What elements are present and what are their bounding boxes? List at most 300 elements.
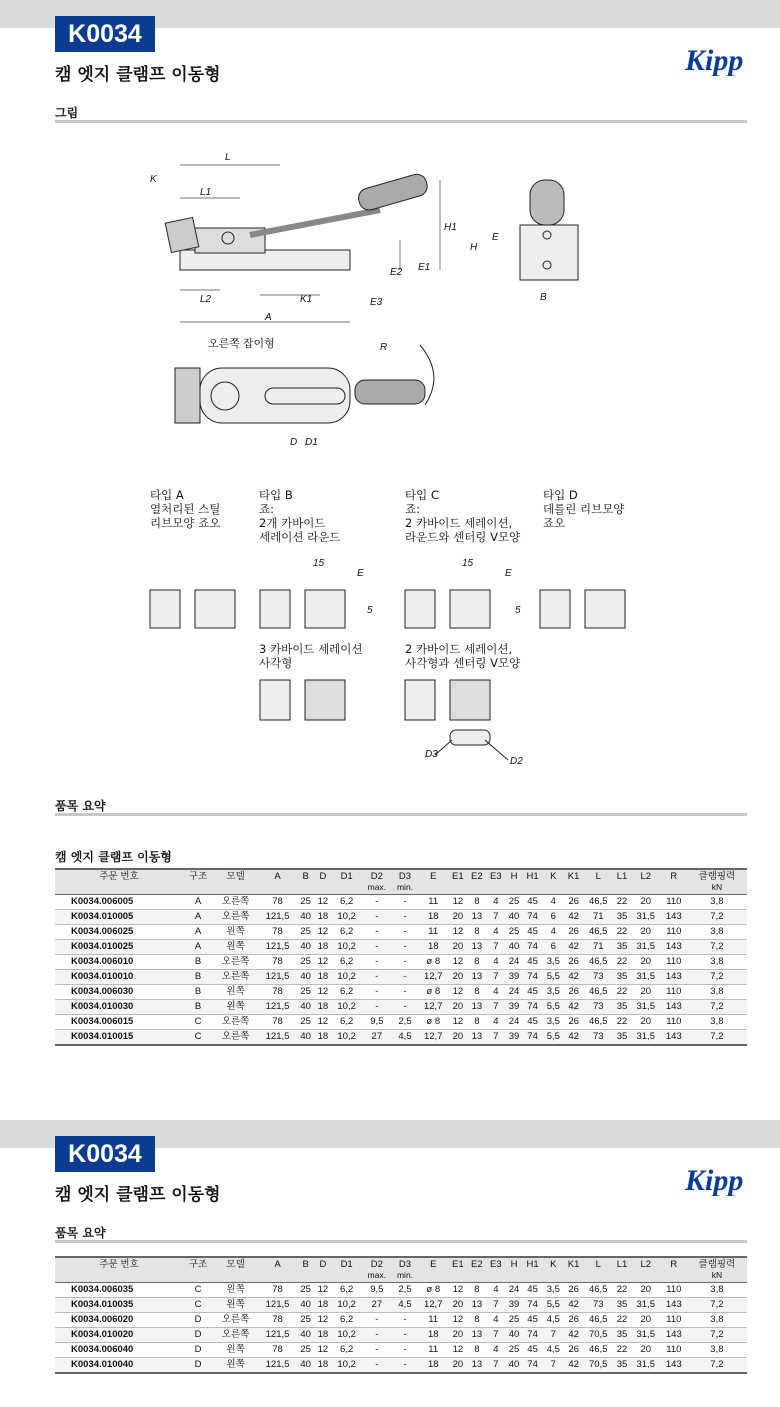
table-cell: 78 (258, 1313, 297, 1328)
dim-e-b: E (357, 568, 364, 579)
table-cell: 13 (467, 910, 486, 925)
table-cell: 6 (543, 940, 565, 955)
table-cell: - (392, 940, 418, 955)
table-cell: 18 (314, 1030, 331, 1046)
table-cell: 4 (486, 1283, 505, 1298)
table-cell: 121,5 (258, 1358, 297, 1374)
column-header: D2 max. (362, 869, 392, 895)
column-header: D (314, 869, 331, 895)
jaw-3-carbide (260, 680, 345, 720)
table-cell: C (183, 1015, 213, 1030)
table-cell: 12 (448, 1015, 467, 1030)
column-header: 주문 번호 (55, 1257, 183, 1283)
column-header: 주문 번호 (55, 869, 183, 895)
table-cell: 31,5 (631, 940, 661, 955)
order-number-cell: K0034.006015 (55, 1015, 183, 1030)
table-cell: 45 (523, 1283, 543, 1298)
table-cell: 143 (661, 970, 687, 985)
table-cell: - (392, 955, 418, 970)
table-cell: C (183, 1298, 213, 1313)
column-header: L1 (613, 1257, 630, 1283)
table-cell: 46,5 (583, 1283, 613, 1298)
dim-d2: D2 (510, 756, 523, 767)
type-b-label: 타입 B 죠: 2개 카바이드 세레이션 라운드 (259, 488, 341, 544)
table-cell: 39 (505, 970, 522, 985)
table-cell: - (362, 955, 392, 970)
table-cell: 45 (523, 925, 543, 940)
table-row (55, 940, 747, 955)
table-cell: 8 (467, 955, 486, 970)
table-cell: 74 (523, 1030, 543, 1046)
table-cell: 7 (486, 940, 505, 955)
table-cell: 74 (523, 1328, 543, 1343)
table-row (55, 895, 747, 910)
table-cell: 25 (505, 895, 522, 910)
table-cell: 12 (314, 1343, 331, 1358)
table-cell: 10,2 (332, 970, 362, 985)
column-header: E (418, 869, 448, 895)
dim-k: K (150, 174, 157, 185)
table-cell: 26 (564, 1015, 583, 1030)
table-cell: 왼쪽 (213, 985, 258, 1000)
table-cell: 13 (467, 1328, 486, 1343)
table-cell: 143 (661, 1358, 687, 1374)
table-cell: 3,8 (687, 1313, 747, 1328)
table-cell: 74 (523, 910, 543, 925)
table-cell: 7,2 (687, 1298, 747, 1313)
table-cell: 20 (448, 940, 467, 955)
table-cell: 20 (631, 1015, 661, 1030)
dim-r: R (380, 342, 388, 353)
column-header: E2 (467, 869, 486, 895)
table-cell: 78 (258, 925, 297, 940)
table-cell: 40 (297, 1358, 314, 1374)
table-cell: 46,5 (583, 925, 613, 940)
table-cell: 45 (523, 895, 543, 910)
table-cell: 110 (661, 955, 687, 970)
table-cell: - (362, 1000, 392, 1015)
page-title: 캠 엣지 클램프 이동형 (55, 1185, 221, 1205)
table-cell: 110 (661, 895, 687, 910)
table-row (55, 1328, 747, 1343)
table-cell: - (392, 925, 418, 940)
table-cell: 26 (564, 1343, 583, 1358)
table-cell: 10,2 (332, 940, 362, 955)
table-cell: 25 (297, 1343, 314, 1358)
table-cell: 35 (613, 1000, 630, 1015)
table-cell: 오른쪽 (213, 910, 258, 925)
table-cell: 7,2 (687, 1000, 747, 1015)
table-cell: 26 (564, 985, 583, 1000)
dim-d1: D1 (305, 437, 318, 448)
table-cell: - (392, 985, 418, 1000)
table-cell: 12,7 (418, 1000, 448, 1015)
column-header: E1 (448, 869, 467, 895)
table-cell: 13 (467, 940, 486, 955)
table-cell: 7 (543, 1358, 565, 1374)
column-header: 구조 (183, 1257, 213, 1283)
section-heading-drawing: 그림 (55, 106, 79, 120)
table-cell: 35 (613, 970, 630, 985)
table-cell: 왼쪽 (213, 925, 258, 940)
table-cell: 25 (297, 955, 314, 970)
table-cell: 46,5 (583, 1015, 613, 1030)
table-cell: 45 (523, 1343, 543, 1358)
table-cell: 40 (505, 910, 522, 925)
table-cell: 4,5 (543, 1343, 565, 1358)
dim-k1: K1 (300, 294, 313, 305)
table-cell: 오른쪽 (213, 1015, 258, 1030)
table-cell: 25 (297, 925, 314, 940)
jaw-type-d (540, 590, 625, 628)
table-cell: 40 (505, 1358, 522, 1374)
table-row (55, 1283, 747, 1298)
table-cell: 12 (314, 1015, 331, 1030)
table-cell: A (183, 940, 213, 955)
table-cell: 10,2 (332, 910, 362, 925)
svg-text:Kipp: Kipp (685, 1164, 744, 1196)
table-cell: 12 (314, 985, 331, 1000)
table-cell: 7 (486, 1030, 505, 1046)
table-cell: 22 (613, 1313, 630, 1328)
type-a-label: 타입 A 열처리된 스틸 리브모양 죠오 (150, 488, 221, 530)
table-row (55, 1313, 747, 1328)
table-cell: 18 (418, 1328, 448, 1343)
table-cell: 20 (448, 1000, 467, 1015)
table-cell: 4 (486, 955, 505, 970)
table-header-row (55, 869, 747, 895)
table-cell: 78 (258, 1015, 297, 1030)
table-cell: 7,2 (687, 1328, 747, 1343)
table-cell: 3,8 (687, 1343, 747, 1358)
table-cell: - (392, 1328, 418, 1343)
table-cell: 22 (613, 1283, 630, 1298)
column-header: H1 (523, 869, 543, 895)
column-header: R (661, 869, 687, 895)
table-cell: 40 (297, 1000, 314, 1015)
table-cell: 42 (564, 1358, 583, 1374)
table-row (55, 925, 747, 940)
table-cell: 22 (613, 1343, 630, 1358)
table-cell: 45 (523, 955, 543, 970)
table-cell: 13 (467, 1030, 486, 1046)
table-cell: A (183, 910, 213, 925)
table-cell: 22 (613, 895, 630, 910)
table-cell: 8 (467, 895, 486, 910)
table-cell: 4 (486, 895, 505, 910)
table-cell: 오른쪽 (213, 955, 258, 970)
table-cell: 20 (448, 1030, 467, 1046)
kipp-logo (683, 1162, 747, 1196)
table-cell: B (183, 955, 213, 970)
table-cell: 3,8 (687, 1015, 747, 1030)
table-cell: 24 (505, 955, 522, 970)
table-cell: 78 (258, 1283, 297, 1298)
table-cell: 25 (297, 895, 314, 910)
table-cell: 3,5 (543, 1283, 565, 1298)
table-cell: 18 (314, 970, 331, 985)
column-header: 모델 (213, 1257, 258, 1283)
table-row (55, 970, 747, 985)
table-cell: 35 (613, 1358, 630, 1374)
table-cell: 78 (258, 895, 297, 910)
table-cell: 74 (523, 1000, 543, 1015)
table-cell: 78 (258, 1343, 297, 1358)
column-header: L2 (631, 869, 661, 895)
table-row (55, 1030, 747, 1046)
table-cell: 42 (564, 940, 583, 955)
table-title: 캠 엣지 클램프 이동형 (55, 850, 172, 864)
table-cell: 39 (505, 1030, 522, 1046)
table-row (55, 1298, 747, 1313)
table-cell: A (183, 925, 213, 940)
spec-table-2 (55, 1256, 747, 1374)
table-cell: 왼쪽 (213, 1358, 258, 1374)
table-cell: 2,5 (392, 1283, 418, 1298)
table-cell: 20 (631, 1343, 661, 1358)
table-cell: 71 (583, 940, 613, 955)
table-cell: 6,2 (332, 1283, 362, 1298)
table-cell: 121,5 (258, 910, 297, 925)
order-number-cell: K0034.006030 (55, 985, 183, 1000)
table-cell: 78 (258, 955, 297, 970)
table-cell: - (362, 925, 392, 940)
table-cell: 25 (505, 1343, 522, 1358)
table-cell: 40 (297, 970, 314, 985)
table-cell: 9,5 (362, 1283, 392, 1298)
table-row (55, 955, 747, 970)
table-cell: 3,5 (543, 985, 565, 1000)
order-number-cell: K0034.006005 (55, 895, 183, 910)
table-cell: 121,5 (258, 1298, 297, 1313)
dim-d: D (290, 437, 298, 448)
table-cell: 20 (448, 1358, 467, 1374)
table-cell: 31,5 (631, 1030, 661, 1046)
table-cell: - (362, 1343, 392, 1358)
table-cell: 20 (631, 895, 661, 910)
table-cell: 143 (661, 940, 687, 955)
table-cell: 11 (418, 1343, 448, 1358)
table-cell: 7 (486, 1358, 505, 1374)
table-cell: 12 (448, 1343, 467, 1358)
order-number-cell: K0034.006035 (55, 1283, 183, 1298)
table-cell: 12 (448, 895, 467, 910)
table-cell: 8 (467, 985, 486, 1000)
table-cell: 25 (505, 925, 522, 940)
table-row (55, 910, 747, 925)
table-cell: 45 (523, 1313, 543, 1328)
column-header: K1 (564, 869, 583, 895)
table-cell: 10,2 (332, 1298, 362, 1313)
table-cell: 121,5 (258, 970, 297, 985)
column-header: D1 (332, 869, 362, 895)
table-cell: D (183, 1343, 213, 1358)
table-cell: 오른쪽 (213, 1030, 258, 1046)
table-cell: 4 (486, 1313, 505, 1328)
column-header: D (314, 1257, 331, 1283)
table-cell: ø 8 (418, 1015, 448, 1030)
table-cell: 12 (314, 955, 331, 970)
table-cell: - (362, 985, 392, 1000)
table-cell: 4,5 (392, 1298, 418, 1313)
table-cell: 18 (418, 940, 448, 955)
table-cell: 12 (448, 985, 467, 1000)
table-cell: 31,5 (631, 1000, 661, 1015)
table-cell: 20 (448, 1328, 467, 1343)
dim-15-b: 15 (313, 558, 325, 569)
table-cell: - (392, 910, 418, 925)
table-cell: 4,5 (543, 1313, 565, 1328)
table-cell: 40 (505, 940, 522, 955)
table-row (55, 1358, 747, 1374)
column-header: K (543, 1257, 565, 1283)
table-cell: 왼쪽 (213, 1283, 258, 1298)
table-cell: 22 (613, 955, 630, 970)
table-cell: 12 (448, 1283, 467, 1298)
table-cell: 18 (314, 910, 331, 925)
table-cell: 12,7 (418, 1030, 448, 1046)
table-cell: C (183, 1283, 213, 1298)
table-cell: 74 (523, 1358, 543, 1374)
table-cell: C (183, 1030, 213, 1046)
table-cell: 18 (314, 1000, 331, 1015)
table-cell: 왼쪽 (213, 1343, 258, 1358)
table-cell: 4 (486, 985, 505, 1000)
table-cell: 25 (297, 985, 314, 1000)
table-cell: 31,5 (631, 1328, 661, 1343)
table-cell: 22 (613, 925, 630, 940)
table-cell: - (392, 1000, 418, 1015)
table-cell: 12,7 (418, 970, 448, 985)
table-cell: 왼쪽 (213, 1298, 258, 1313)
table-cell: 20 (448, 1298, 467, 1313)
table-cell: 42 (564, 970, 583, 985)
table-cell: 7 (486, 1000, 505, 1015)
table-cell: 20 (631, 1313, 661, 1328)
table-cell: 35 (613, 1298, 630, 1313)
order-number-cell: K0034.010035 (55, 1298, 183, 1313)
table-cell: 10,2 (332, 1358, 362, 1374)
table-cell: 10,2 (332, 1328, 362, 1343)
table-cell: 40 (297, 1030, 314, 1046)
column-header: E (418, 1257, 448, 1283)
table-cell: 143 (661, 1000, 687, 1015)
table-cell: 42 (564, 1030, 583, 1046)
column-header: K (543, 869, 565, 895)
product-code-badge: K0034 (55, 16, 155, 52)
table-cell: 오른쪽 (213, 970, 258, 985)
order-number-cell: K0034.010030 (55, 1000, 183, 1015)
table-cell: 6,2 (332, 1343, 362, 1358)
table-cell: 6,2 (332, 895, 362, 910)
column-header: E3 (486, 1257, 505, 1283)
column-header: K1 (564, 1257, 583, 1283)
table-cell: 12 (314, 1283, 331, 1298)
table-cell: 46,5 (583, 1343, 613, 1358)
column-header: H (505, 869, 522, 895)
table-cell: 7,2 (687, 1358, 747, 1374)
jaw-type-b (260, 590, 345, 628)
table-cell: 4 (486, 1015, 505, 1030)
table-cell: 10,2 (332, 1030, 362, 1046)
carbide-3-label: 3 카바이드 세레이션 사각형 (259, 642, 363, 670)
table-cell: 12 (448, 925, 467, 940)
order-number-cell: K0034.010005 (55, 910, 183, 925)
technical-drawing (100, 140, 660, 780)
dim-e3: E3 (370, 297, 383, 308)
section-divider (55, 813, 747, 816)
table-cell: - (362, 910, 392, 925)
table-cell: 31,5 (631, 970, 661, 985)
table-cell: 25 (297, 1313, 314, 1328)
table-cell: 40 (297, 1328, 314, 1343)
table-cell: 12 (314, 925, 331, 940)
table-cell: - (392, 1358, 418, 1374)
table-cell: 27 (362, 1030, 392, 1046)
page-title: 캠 엣지 클램프 이동형 (55, 65, 221, 85)
dim-h1: H1 (444, 222, 457, 233)
table-cell: 20 (448, 970, 467, 985)
type-d-label: 타입 D 데를린 리브모양 죠오 (543, 488, 625, 530)
table-cell: 2,5 (392, 1015, 418, 1030)
dim-5-c: 5 (515, 605, 521, 616)
table-cell: 7,2 (687, 940, 747, 955)
table-cell: 4,5 (392, 1030, 418, 1046)
table-cell: D (183, 1358, 213, 1374)
table-cell: 40 (505, 1328, 522, 1343)
jaw-type-c (405, 590, 490, 628)
dim-5-b: 5 (367, 605, 373, 616)
table-cell: 3,8 (687, 1283, 747, 1298)
table-cell: 3,5 (543, 955, 565, 970)
table-cell: 오른쪽 (213, 895, 258, 910)
table-cell: 22 (613, 1015, 630, 1030)
table-cell: 12 (448, 955, 467, 970)
table-cell: 39 (505, 1298, 522, 1313)
table-cell: 13 (467, 1358, 486, 1374)
table-cell: 40 (297, 910, 314, 925)
column-header: L (583, 1257, 613, 1283)
table-cell: 20 (631, 955, 661, 970)
table-cell: 40 (297, 1298, 314, 1313)
table-cell: 4 (486, 925, 505, 940)
table-cell: 31,5 (631, 1298, 661, 1313)
table-cell: 8 (467, 1343, 486, 1358)
table-cell: 6 (543, 910, 565, 925)
table-cell: 6,2 (332, 955, 362, 970)
order-number-cell: K0034.010025 (55, 940, 183, 955)
table-cell: 31,5 (631, 910, 661, 925)
table-cell: 4 (543, 895, 565, 910)
table-cell: 22 (613, 985, 630, 1000)
table-cell: 42 (564, 1000, 583, 1015)
table-cell: ø 8 (418, 1283, 448, 1298)
table-cell: 3,8 (687, 985, 747, 1000)
table-cell: 18 (418, 910, 448, 925)
table-cell: 35 (613, 1030, 630, 1046)
table-cell: 46,5 (583, 895, 613, 910)
order-number-cell: K0034.010015 (55, 1030, 183, 1046)
table-cell: 24 (505, 1015, 522, 1030)
column-header: E2 (467, 1257, 486, 1283)
section-divider (55, 120, 747, 123)
column-header: A (258, 869, 297, 895)
jaw-2-carbide-v (405, 680, 508, 760)
order-number-cell: K0034.006040 (55, 1343, 183, 1358)
table-cell: - (392, 895, 418, 910)
table-cell: 74 (523, 940, 543, 955)
table-cell: 8 (467, 1283, 486, 1298)
